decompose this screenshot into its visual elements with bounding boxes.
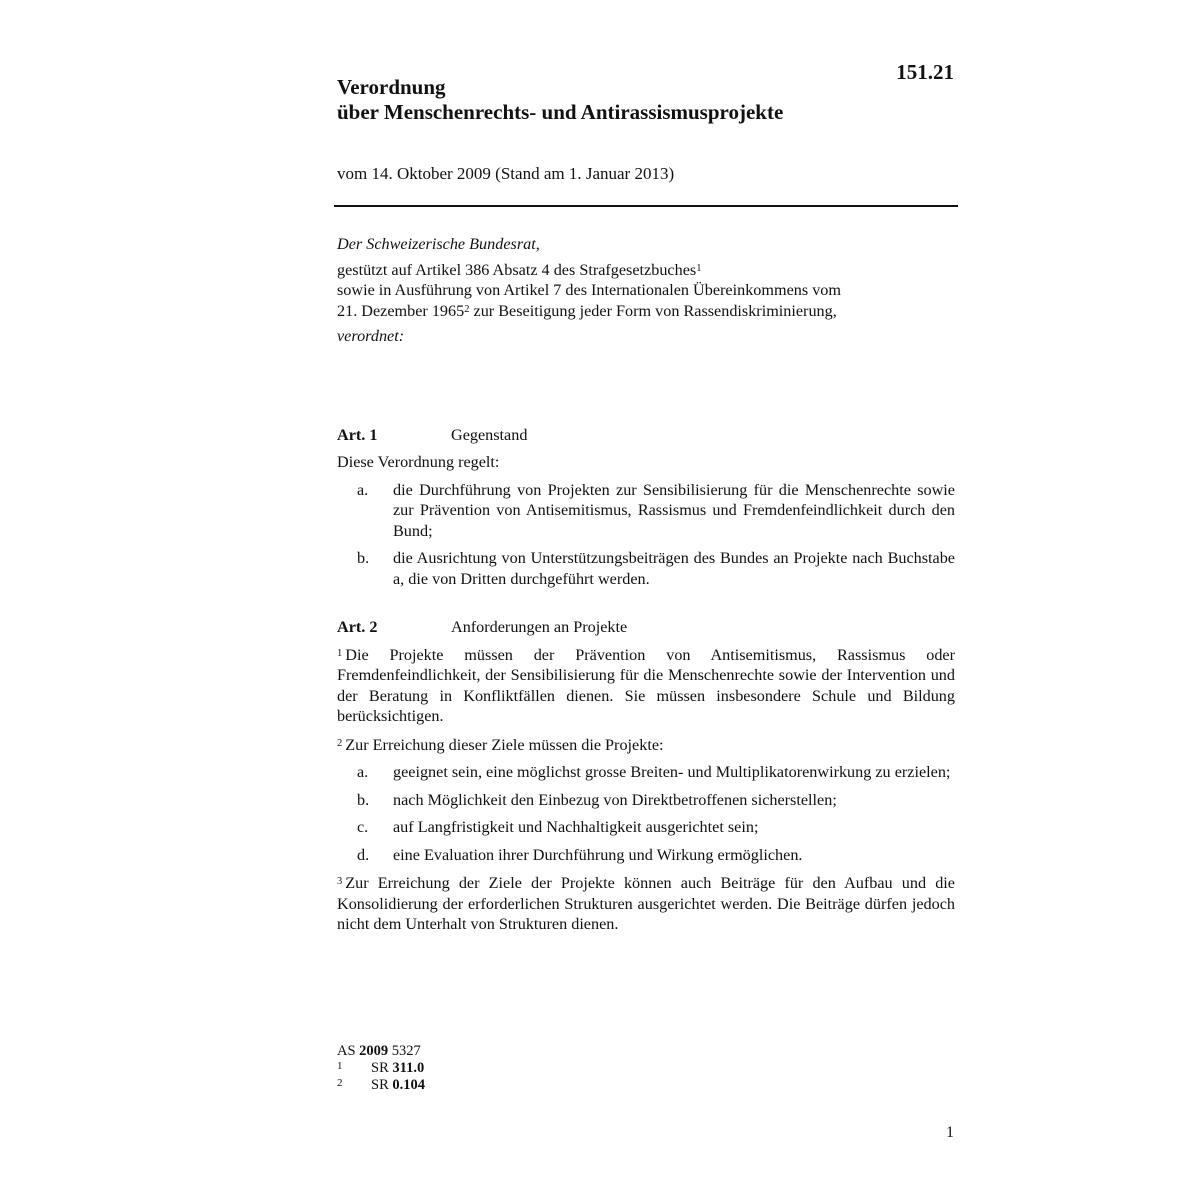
article-2-paragraph-3 bbox=[337, 873, 955, 935]
article-1-intro: Diese Verordnung regelt: bbox=[337, 453, 500, 471]
article-2-paragraph-2 bbox=[337, 735, 955, 756]
list-item-text: geeignet sein, eine möglichst grosse Breiten- und Multiplikatorenwirkung zu erzielen; bbox=[393, 763, 951, 781]
article-1 bbox=[337, 425, 955, 590]
list-item-text: die Ausrichtung von Unterstützungsbeiträgen des Bundes an Projekte nach Buchstabe a, die von Dritten durchgeführt werden. bbox=[393, 549, 955, 588]
paragraph-number: 3 bbox=[337, 876, 343, 887]
article-1-title: Gegenstand bbox=[451, 425, 528, 444]
as-page: 5327 bbox=[391, 1043, 421, 1059]
footnote-ref-1: 1 bbox=[696, 262, 702, 274]
preamble-basis-line-3-after: zur Beseitigung jeder Form von Rassendiskriminierung, bbox=[469, 301, 837, 320]
official-collection-ref bbox=[337, 1043, 637, 1060]
footnotes bbox=[337, 1043, 637, 1094]
page-number: 1 bbox=[946, 1124, 954, 1141]
date-line: vom 14. Oktober 2009 (Stand am 1. Januar 2013) bbox=[337, 164, 675, 183]
list-item bbox=[337, 845, 955, 866]
title-line-2: über Menschenrechts- und Antirassismusprojekte bbox=[337, 100, 784, 124]
list-item-letter: c. bbox=[357, 818, 369, 836]
sr-number: 151.21 bbox=[896, 60, 954, 84]
article-2-paragraph-1 bbox=[337, 645, 955, 727]
article-1-list bbox=[337, 480, 955, 590]
preamble-basis-line-3-before: 21. Dezember 1965 bbox=[337, 301, 465, 320]
footnote-2-prefix: SR bbox=[371, 1077, 389, 1093]
preamble-basis-line-3 bbox=[337, 301, 955, 322]
document-title bbox=[337, 75, 897, 125]
list-item bbox=[337, 790, 955, 811]
list-item-text: die Durchführung von Projekten zur Sensibilisierung für die Menschenrechte sowie zur Prävention von Antisemitismus, Rassismus und Fremdenfeindlichkeit durch den Bund; bbox=[393, 480, 955, 540]
list-item bbox=[337, 480, 955, 542]
list-item-letter: d. bbox=[357, 845, 370, 864]
preamble-verordnet: verordnet: bbox=[337, 327, 405, 345]
title-line-1: Verordnung bbox=[337, 75, 446, 99]
paragraph-text: Zur Erreichung dieser Ziele müssen die Projekte: bbox=[345, 735, 664, 754]
article-2-list bbox=[337, 762, 955, 865]
preamble-authority: Der Schweizerische Bundesrat, bbox=[337, 235, 540, 253]
list-item-letter: a. bbox=[357, 480, 369, 499]
preamble-basis-line-1 bbox=[337, 260, 955, 281]
footnote-1 bbox=[337, 1060, 637, 1077]
preamble bbox=[337, 234, 955, 347]
list-item-text: nach Möglichkeit den Einbezug von Direktbetroffenen sicherstellen; bbox=[393, 790, 837, 809]
article-1-number: Art. 1 bbox=[337, 425, 378, 444]
footnote-2-reference: 0.104 bbox=[392, 1077, 425, 1093]
footnote-2 bbox=[337, 1077, 637, 1094]
header-divider bbox=[334, 205, 958, 207]
paragraph-text: Zur Erreichung der Ziele der Projekte können auch Beiträge für den Aufbau und die Konsolidierung der erforderlichen Strukturen ausgerichtet werden. Die Beiträge dürfen jedoch nicht dem Unterhalt von Strukturen dienen. bbox=[337, 874, 955, 933]
footnote-1-prefix: SR bbox=[371, 1060, 389, 1076]
document-body bbox=[337, 234, 955, 935]
paragraph-text: Die Projekte müssen der Prävention von Antisemitismus, Rassismus oder Fremdenfeindlichkeit, der Sensibilisierung für die Menschenrechte sowie der Intervention und der Beratung in Konfliktfällen dienen. Sie müssen insbesondere Schule und Bildung berücksichtigen. bbox=[337, 645, 955, 725]
list-item-letter: b. bbox=[357, 790, 370, 809]
article-2-number: Art. 2 bbox=[337, 618, 378, 636]
footnote-1-number: 1 bbox=[337, 1060, 343, 1072]
as-prefix: AS bbox=[337, 1043, 356, 1059]
list-item-text: eine Evaluation ihrer Durchführung und Wirkung ermöglichen. bbox=[393, 845, 803, 864]
list-item bbox=[337, 548, 955, 589]
list-item-text: auf Langfristigkeit und Nachhaltigkeit ausgerichtet sein; bbox=[393, 818, 759, 836]
paragraph-number: 1 bbox=[337, 647, 343, 659]
footnote-ref-2: 2 bbox=[464, 303, 470, 315]
footnote-2-number: 2 bbox=[337, 1077, 343, 1089]
list-item-letter: a. bbox=[357, 763, 369, 781]
paragraph-number: 2 bbox=[337, 737, 343, 749]
article-2 bbox=[337, 617, 955, 935]
footnote-1-reference: 311.0 bbox=[392, 1060, 425, 1076]
article-2-heading bbox=[337, 617, 955, 638]
article-2-title: Anforderungen an Projekte bbox=[451, 618, 628, 636]
preamble-basis-line-1-text: gestützt auf Artikel 386 Absatz 4 des Strafgesetzbuches bbox=[337, 260, 697, 279]
list-item-letter: b. bbox=[357, 549, 370, 567]
article-1-heading bbox=[337, 425, 955, 446]
list-item bbox=[337, 817, 955, 838]
list-item bbox=[337, 762, 955, 783]
preamble-basis-line-2: sowie in Ausführung von Artikel 7 des Internationalen Übereinkommens vom bbox=[337, 281, 841, 299]
as-year: 2009 bbox=[359, 1043, 389, 1059]
